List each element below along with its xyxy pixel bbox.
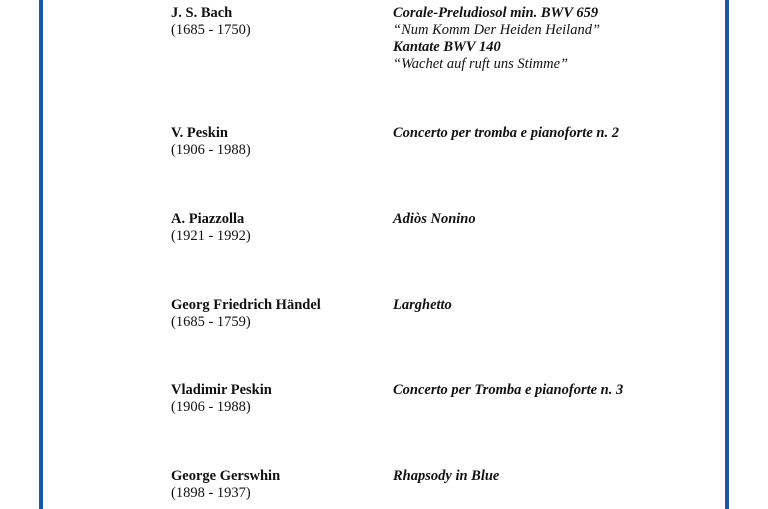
work-title: Corale-Preludiosol min. BWV 659 — [393, 5, 599, 21]
composer-years: (1906 - 1988) — [171, 142, 251, 158]
works-block — [393, 211, 713, 228]
composer-name: V. Peskin — [171, 125, 228, 141]
work-subtitle: “Num Komm Der Heiden Heiland” — [393, 22, 601, 38]
works-block — [393, 297, 713, 314]
left-border-line — [39, 0, 43, 509]
works-block — [393, 468, 713, 485]
composer-years: (1898 - 1937) — [171, 485, 251, 501]
works-block — [393, 125, 713, 142]
composer-years: (1921 - 1992) — [171, 228, 251, 244]
composer-block — [171, 211, 381, 245]
work-title: Larghetto — [393, 297, 452, 313]
composer-name: J. S. Bach — [171, 5, 233, 21]
work-title: Kantate BWV 140 — [393, 39, 501, 55]
composer-years: (1685 - 1750) — [171, 22, 251, 38]
composer-block — [171, 382, 381, 416]
composer-block — [171, 468, 381, 502]
work-subtitle: “Wachet auf ruft uns Stimme” — [393, 56, 569, 72]
works-block — [393, 382, 713, 399]
composer-name: A. Piazzolla — [171, 211, 245, 227]
composer-years: (1906 - 1988) — [171, 399, 251, 415]
composer-block — [171, 297, 381, 331]
work-title: Adiòs Nonino — [393, 211, 476, 227]
composer-years: (1685 - 1759) — [171, 314, 251, 330]
composer-block — [171, 125, 381, 159]
right-border-line — [725, 0, 729, 509]
work-title: Rhapsody in Blue — [393, 468, 500, 484]
composer-block — [171, 5, 381, 39]
work-title: Concerto per Tromba e pianoforte n. 3 — [393, 382, 624, 398]
works-block — [393, 5, 713, 73]
work-title: Concerto per tromba e pianoforte n. 2 — [393, 125, 619, 141]
composer-name: Georg Friedrich Händel — [171, 297, 321, 313]
composer-name: Vladimir Peskin — [171, 382, 272, 398]
composer-name: George Gerswhin — [171, 468, 281, 484]
